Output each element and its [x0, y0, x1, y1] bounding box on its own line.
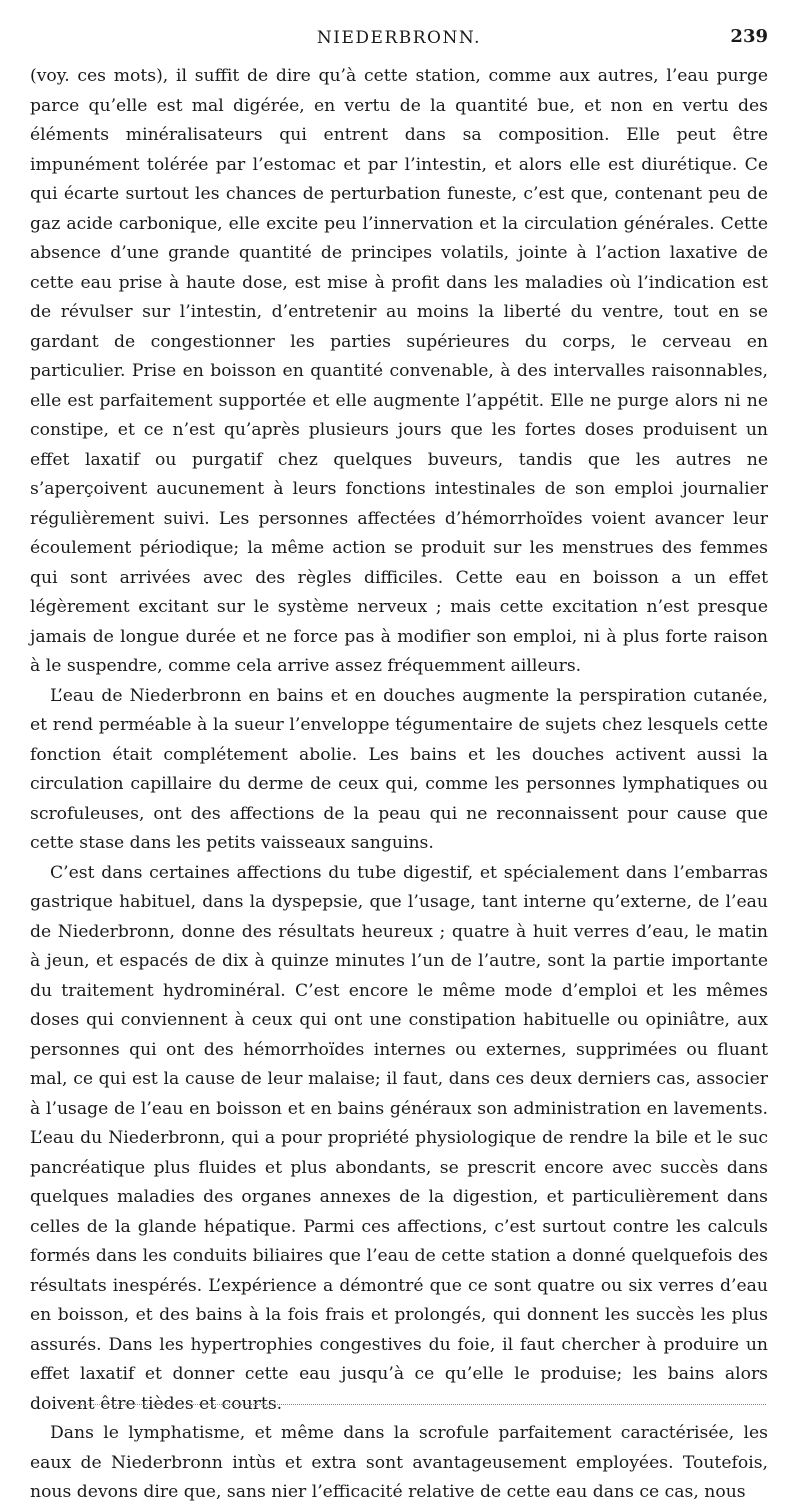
footer-dotted-rule	[76, 1404, 766, 1405]
body-text	[30, 62, 768, 1508]
page-header	[30, 22, 768, 48]
running-title: NIEDERBRONN.	[316, 28, 482, 48]
book-page	[30, 22, 768, 1508]
paragraph: (voy. ces mots), il suffit de dire qu’à cette station, comme aux autres, l’eau purge parce qu’elle est mal digérée, en vertu de la quantité bue, et non en vertu des éléments minéralisateurs qui entrent dans sa composition. Elle peut être impunément tolérée par l’estomac et par l’intestin, et alors elle est diurétique. Ce qui écarte surtout les chances de perturbation funeste, c’est que, contenant peu de gaz acide carbonique, elle excite peu l’innervation et la circulation générales. Cette absence d’une grande quantité de principes volatils, jointe à l’action laxative de cette eau prise à haute dose, est mise à profit dans les maladies où l’indication est de révulser sur l’intestin, d’entretenir au moins la liberté du ventre, tout en se gardant de congestionner les parties supérieures du corps, le cerveau en particulier. Prise en boisson en quantité convenable, à des intervalles raisonnables, elle est parfaitement supportée et elle augmente l’appétit. Elle ne purge alors ni ne constipe, et ce n’est qu’après plusieurs jours que les fortes doses produisent un effet laxatif ou purgatif chez quelques buveurs, tandis que les autres ne s’aperçoivent aucunement à leurs fonctions intestinales de son emploi journalier régulièrement suivi. Les personnes affectées d’hémorrhoïdes voient avancer leur écoulement périodique; la même action se produit sur les menstrues des femmes qui sont arrivées avec des règles difficiles. Cette eau en boisson a un effet légèrement excitant sur le système nerveux ; mais cette excitation n’est presque jamais de longue durée et ne force pas à modifier son emploi, ni à plus forte raison à le suspendre, comme cela arrive assez fréquemment ailleurs.	[30, 66, 768, 676]
paragraph: L’eau de Niederbronn en bains et en douches augmente la perspiration cutanée, et rend perméable à la sueur l’enveloppe tégumentaire de sujets chez lesquels cette fonction était complétement abolie. Les bains et les douches activent aussi la circulation capillaire du derme de ceux qui, comme les personnes lymphatiques ou scrofuleuses, ont des affections de la peau qui ne reconnaissent pour cause que cette stase dans les petits vaisseaux sanguins.	[30, 685, 768, 853]
paragraph: Dans le lymphatisme, et même dans la scrofule parfaitement caractérisée, les eaux de Niederbronn intùs et extra sont avantageusement employées. Toutefois, nous devons dire que, sans nier l’efficacité relative de cette eau dans ce cas, nous	[30, 1423, 768, 1502]
page-number: 239	[730, 26, 768, 47]
paragraph: C’est dans certaines affections du tube digestif, et spécialement dans l’embarras gastrique habituel, dans la dyspepsie, que l’usage, tant interne qu’externe, de l’eau de Niederbronn, donne des résultats heureux ; quatre à huit verres d’eau, le matin à jeun, et espacés de dix à quinze minutes l’un de l’autre, sont la partie importante du traitement hydrominéral. C’est encore le même mode d’emploi et les mêmes doses qui conviennent à ceux qui ont une constipation habituelle ou opiniâtre, aux personnes qui ont des hémorrhoïdes internes ou externes, supprimées ou fluant mal, ce qui est la cause de leur malaise; il faut, dans ces deux derniers cas, associer à l’usage de l’eau en boisson et en bains généraux son administration en lavements. L’eau du Niederbronn, qui a pour propriété physiologique de rendre la bile et le suc pancréatique plus fluides et plus abondants, se prescrit encore avec succès dans quelques maladies des organes annexes de la digestion, et particulièrement dans celles de la glande hépatique. Parmi ces affections, c’est surtout contre les calculs formés dans les conduits biliaires que l’eau de cette station a donné quelquefois des résultats inespérés. L’expérience a démontré que ce sont quatre ou six verres d’eau en boisson, et des bains à la fois frais et prolongés, qui donnent les succès les plus assurés. Dans les hypertrophies congestives du foie, il faut chercher à produire un effet laxatif et donner cette eau jusqu’à ce qu’elle le produise; les bains alors doivent être tièdes et courts.	[30, 862, 768, 1414]
